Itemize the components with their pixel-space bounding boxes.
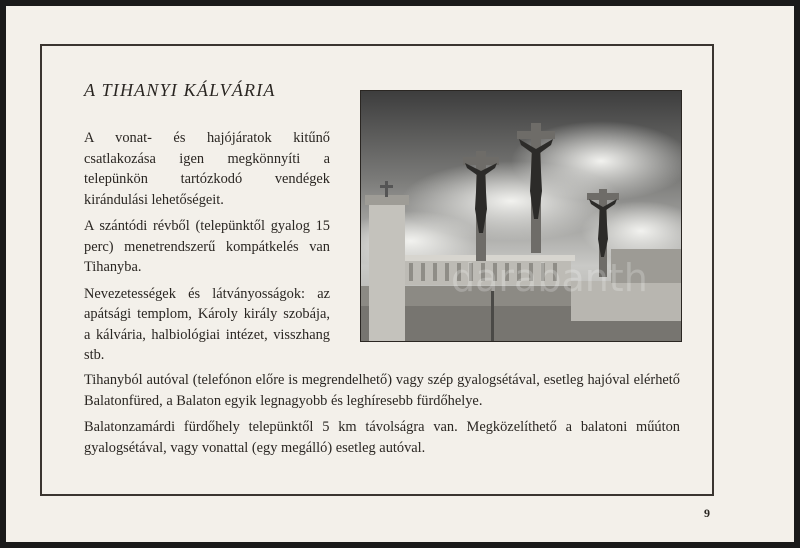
- paragraph-ferry: A szántódi révből (telepünktől gyalog 15 perc) menetrendszerű kompátkelés van Tihanyba.: [84, 218, 330, 275]
- paragraph-connections: A vonat- és hajójáratok kitűnő csatlakozása igen megkönnyíti a telepünkön tartózkodó vendégek kirándulási lehetőségeit.: [84, 130, 330, 208]
- brochure-page: [6, 6, 794, 542]
- page-border-frame: [40, 44, 714, 496]
- page-title: A TIHANYI KÁLVÁRIA: [84, 80, 276, 100]
- paragraph-balatonzamardi: Balatonzamárdi fürdőhely telepünktől 5 km távolságra van. Megközelíthető a balatoni műúton gyalogsétával, vagy vonattal (egy megálló) esetleg autóval.: [84, 419, 680, 456]
- calvary-photo-image: [361, 91, 681, 341]
- calvary-photo: [360, 90, 682, 342]
- left-text-column: [84, 128, 330, 372]
- svg-text:darabanth: darabanth: [451, 256, 648, 300]
- page-number: 9: [704, 506, 710, 520]
- paragraph-sights: Nevezetességek és látványosságok: az apátsági templom, Károly király szobája, a kálvária, halbiológiai intézet, visszhang stb.: [84, 285, 330, 363]
- full-width-text: [84, 370, 680, 464]
- paragraph-balatonfured: Tihanyból autóval (telefónon előre is megrendelhető) vagy szép gyalogsétával, esetleg hajóval elérhető Balatonfüred, a Balaton egyik legnagyobb és leghíresebb fürdőhelye.: [84, 372, 680, 409]
